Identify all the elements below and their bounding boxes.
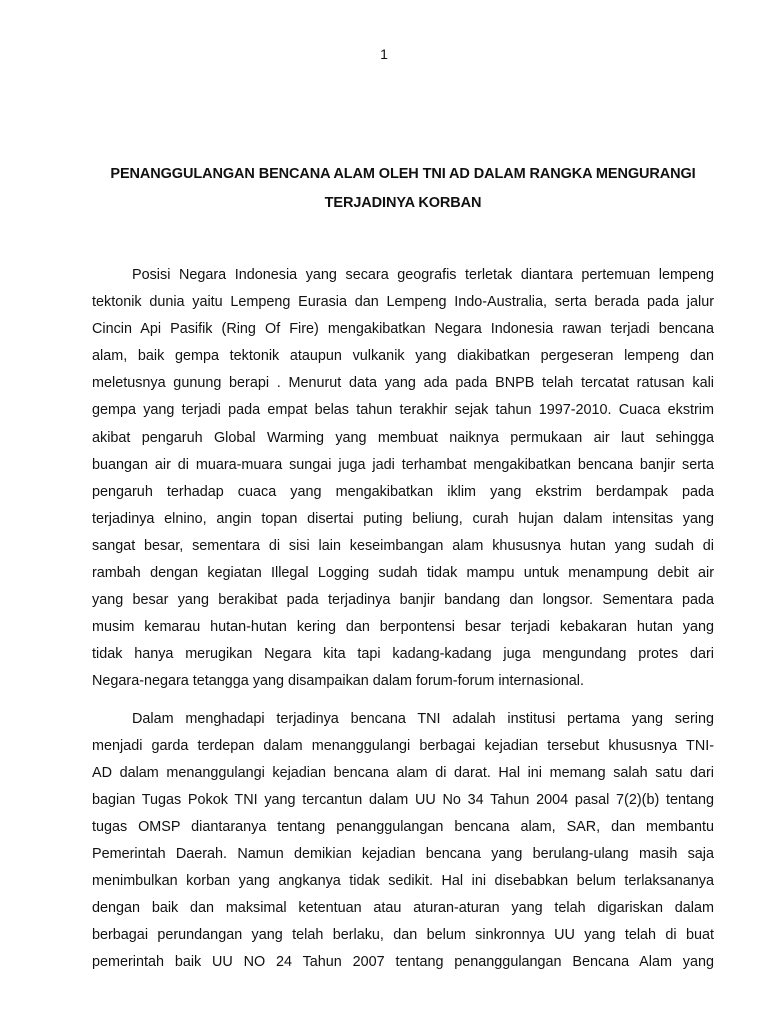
document-title bbox=[92, 160, 714, 218]
title-line-1: PENANGGULANGAN BENCANA ALAM OLEH TNI AD DALAM RANGKA MENGURANGI bbox=[110, 166, 696, 182]
paragraph-2 bbox=[92, 706, 714, 977]
paragraph-line: Posisi Negara Indonesia yang secara geografis terletak diantara pertemuan lempeng bbox=[132, 267, 714, 283]
paragraph-line: tidak hanya merugikan Negara kita tapi kadang-kadang juga mengundang protes dari bbox=[92, 646, 714, 663]
paragraph-line: rambah dengan kegiatan Illegal Logging sudah tidak mampu untuk menampung debit air bbox=[92, 565, 714, 582]
paragraph-line: Dalam menghadapi terjadinya bencana TNI adalah institusi pertama yang sering bbox=[132, 710, 714, 727]
paragraph-line: bagian Tugas Pokok TNI yang tercantun dalam UU No 34 Tahun 2004 pasal 7(2)(b) tentang bbox=[92, 791, 714, 808]
paragraph-line: alam, baik gempa tektonik ataupun vulkanik yang diakibatkan pergeseran lempeng dan bbox=[92, 348, 714, 365]
paragraph-line: dengan baik dan maksimal ketentuan atau aturan-aturan yang telah digariskan dalam bbox=[92, 900, 714, 917]
paragraph-line: pengaruh terhadap cuaca yang mengakibatkan iklim yang ekstrim berdampak pada bbox=[92, 483, 714, 500]
paragraph-line: tektonik dunia yaitu Lempeng Eurasia dan Lempeng Indo-Australia, serta berada pada jalur bbox=[92, 294, 714, 311]
paragraph-line: buangan air di muara-muara sungai juga jadi terhambat mengakibatkan bencana banjir serta bbox=[92, 456, 714, 473]
paragraph-line: tugas OMSP diantaranya tentang penanggulangan bencana alam, SAR, dan membantu bbox=[92, 818, 714, 835]
paragraph-line: meletusnya gunung berapi . Menurut data yang ada pada BNPB telah tercatat ratusan kali bbox=[92, 375, 714, 392]
paragraph-line: akibat pengaruh Global Warming yang membuat naiknya permukaan air laut sehingga bbox=[92, 429, 714, 446]
paragraph-line: Pemerintah Daerah. Namun demikian kejadian bencana yang berulang-ulang masih saja bbox=[92, 845, 714, 862]
paragraph-line: terjadinya elnino, angin topan disertai puting beliung, curah hujan dalam intensitas yang bbox=[92, 510, 714, 527]
page-number: 1 bbox=[380, 46, 388, 62]
title-line-2: TERJADINYA KORBAN bbox=[324, 195, 482, 211]
paragraph-line: Negara-negara tetangga yang disampaikan dalam forum-forum internasional. bbox=[92, 673, 584, 690]
paragraph-line: sangat besar, sementara di sisi lain keseimbangan alam khususnya hutan yang sudah di bbox=[92, 537, 714, 554]
paragraph-line: AD dalam menanggulangi kejadian bencana alam di darat. Hal ini memang salah satu dari bbox=[92, 764, 714, 781]
paragraph-line: gempa yang terjadi pada empat belas tahun terakhir sejak tahun 1997-2010. Cuaca ekstrim bbox=[92, 402, 714, 419]
paragraph-1 bbox=[92, 262, 714, 696]
paragraph-line: berbagai perundangan yang telah berlaku, dan belum sinkronnya UU yang telah di buat bbox=[92, 927, 714, 944]
paragraph-line: pemerintah baik UU NO 24 Tahun 2007 tentang penanggulangan Bencana Alam yang bbox=[92, 954, 714, 971]
paragraph-line: menimbulkan korban yang angkanya tidak sedikit. Hal ini disebabkan belum terlaksananya bbox=[92, 873, 714, 890]
paragraph-line: menjadi garda terdepan dalam menanggulangi berbagai kejadian tersebut khususnya TNI- bbox=[92, 737, 714, 754]
paragraph-line: yang besar yang berakibat pada terjadinya banjir bandang dan longsor. Sementara pada bbox=[92, 592, 714, 609]
paragraph-line: musim kemarau hutan-hutan kering dan berpontensi besar terjadi kebakaran hutan yang bbox=[92, 619, 714, 636]
paragraph-line: Cincin Api Pasifik (Ring Of Fire) mengakibatkan Negara Indonesia rawan terjadi bencana bbox=[92, 321, 714, 338]
document-body bbox=[92, 262, 714, 976]
